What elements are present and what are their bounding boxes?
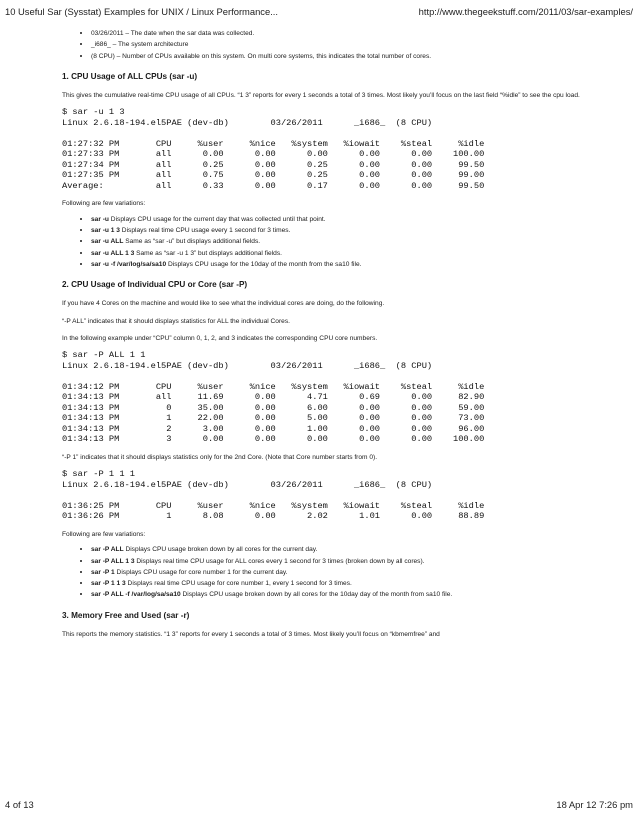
variations-list — [62, 214, 622, 270]
command-description: Displays real time CPU usage every 1 second for 3 times. — [119, 227, 291, 234]
section-paragraph: This reports the memory statistics. “1 3” reports for every 1 seconds a total of 3 times. Most likely you’ll focus on “kbmemfree” and — [62, 630, 440, 638]
variations-intro: Following are few variations: — [62, 530, 146, 538]
page-header — [5, 6, 633, 22]
list-item — [91, 214, 622, 225]
section-paragraph: “-P ALL” indicates that it should displays statistics for ALL the individual Cores. — [62, 317, 290, 325]
code-block-sar-p-1: $ sar -P 1 1 1 Linux 2.6.18-194.el5PAE (dev-db) 03/26/2011 _i686_ (8 CPU) 01:36:25 PM CPU %user %nice %system %iowait %steal %idle 01:36:26 PM 1 8.08 0.00 2.02 1.01 0.00 88.89 — [62, 469, 485, 522]
section-paragraph: In the following example under “CPU” column 0, 1, 2, and 3 indicates the corresponding CPU core numbers. — [62, 335, 378, 342]
list-item: • (8 CPU) – Number of CPUs available on this system. On multi core systems, this indicates the total number of cores. — [91, 51, 622, 62]
code-block-sar-p-all: $ sar -P ALL 1 1 Linux 2.6.18-194.el5PAE (dev-db) 03/26/2011 _i686_ (8 CPU) 01:34:12 PM CPU %user %nice %system %iowait %steal %idle 01:34:13 PM all 11.69 0.00 4.71 0.69 0.00 82.90 01:34:13 PM 0 35.00 0.00 6.00 0.00 0.00 59.00 01:34:13 PM 1 22.00 0.00 5.00 0.00 0.00 73.00 01:34:13 PM 2 3.00 0.00 1.00 0.00 0.00 96.00 01:34:13 PM 3 0.00 0.00 0.00 0.00 0.00 100.00 — [62, 350, 485, 445]
page-number: 4 of 13 — [5, 799, 34, 810]
command-text: sar -P ALL -f /var/log/sa/sa10 — [91, 591, 181, 599]
list-item — [91, 578, 622, 589]
command-text: sar -u -f /var/log/sa/sa10 — [91, 260, 167, 268]
command-description: Displays CPU usage broken down by all cores for the 10day day of the month from sa10 file. — [180, 591, 453, 599]
command-description: Displays CPU usage for the 10day of the month from the sa10 file. — [166, 260, 362, 268]
list-item — [91, 544, 622, 555]
variations-list — [62, 544, 622, 600]
list-item — [91, 259, 622, 270]
list-item — [91, 248, 622, 259]
variations-intro: Following are few variations: — [62, 200, 146, 208]
section-heading-cpu-all: 1. CPU Usage of ALL CPUs (sar -u) — [62, 71, 198, 81]
list-item — [91, 236, 622, 247]
page-footer — [5, 799, 633, 815]
command-text: sar -P ALL — [91, 546, 124, 554]
command-text: sar -u 1 3 — [91, 227, 120, 234]
command-description: Same as “sar -u 1 3” but displays additional fields. — [134, 249, 282, 257]
list-item — [91, 589, 622, 600]
command-text: sar -u ALL — [91, 238, 124, 246]
command-description: Displays real time CPU usage for ALL cores every 1 second for 3 times (broken down by all cores). — [134, 557, 425, 565]
page-header-url[interactable]: http://www.thegeekstuff.com/2011/03/sar-examples/ — [418, 6, 633, 17]
section-paragraph: This gives the cumulative real-time CPU usage of all CPUs. “1 3” reports for every 1 seconds a total of 3 times. Most likely you’ll focus on the last field “%idle” to see the cpu load. — [62, 91, 580, 99]
command-description: Same as “sar -u” but displays additional fields. — [123, 238, 261, 246]
list-item — [91, 225, 622, 236]
list-item — [91, 556, 622, 567]
command-description: Displays CPU usage for core number 1 for the current day. — [114, 568, 288, 576]
command-text: sar -u ALL 1 3 — [91, 249, 135, 257]
section-heading-cpu-core: 2. CPU Usage of Individual CPU or Core (sar -P) — [62, 280, 248, 290]
list-item: • _i686_ – The system architecture — [91, 39, 622, 50]
code-block-sar-u: $ sar -u 1 3 Linux 2.6.18-194.el5PAE (dev-db) 03/26/2011 _i686_ (8 CPU) 01:27:32 PM CPU %user %nice %system %iowait %steal %idle 01:27:33 PM all 0.00 0.00 0.00 0.00 0.00 100.00 01:27:34 PM all 0.25 0.00 0.25 0.00 0.00 99.50 01:27:35 PM all 0.75 0.00 0.25 0.00 0.00 99.00 Average: all 0.33 0.00 0.17 0.00 0.00 99.50 — [62, 107, 485, 191]
section-heading-memory: 3. Memory Free and Used (sar -r) — [62, 610, 190, 620]
print-timestamp: 18 Apr 12 7:26 pm — [556, 799, 633, 810]
list-item — [91, 567, 622, 578]
command-text: sar -P ALL 1 3 — [91, 557, 135, 565]
article-content — [62, 28, 622, 639]
section-paragraph: If you have 4 Cores on the machine and would like to see what the individual cores are doing, do the following. — [62, 300, 385, 308]
command-description: Displays real time CPU usage for core number 1, every 1 second for 3 times. — [125, 580, 352, 588]
command-description: Displays CPU usage for the current day that was collected until that point. — [108, 215, 326, 223]
page-header-title: 10 Useful Sar (Sysstat) Examples for UNIX / Linux Performance... — [5, 6, 279, 17]
command-text: sar -P 1 — [91, 568, 115, 576]
list-item: • 03/26/2011 – The date when the sar data was collected. — [91, 28, 622, 39]
command-text: sar -P 1 1 3 — [91, 580, 126, 588]
command-text: sar -u — [91, 215, 109, 223]
intro-bullet-list — [62, 28, 622, 62]
section-paragraph: “-P 1” indicates that it should displays statistics only for the 2nd Core. (Note that Core number starts from 0). — [62, 453, 378, 461]
command-description: Displays CPU usage broken down by all cores for the current day. — [123, 546, 318, 554]
